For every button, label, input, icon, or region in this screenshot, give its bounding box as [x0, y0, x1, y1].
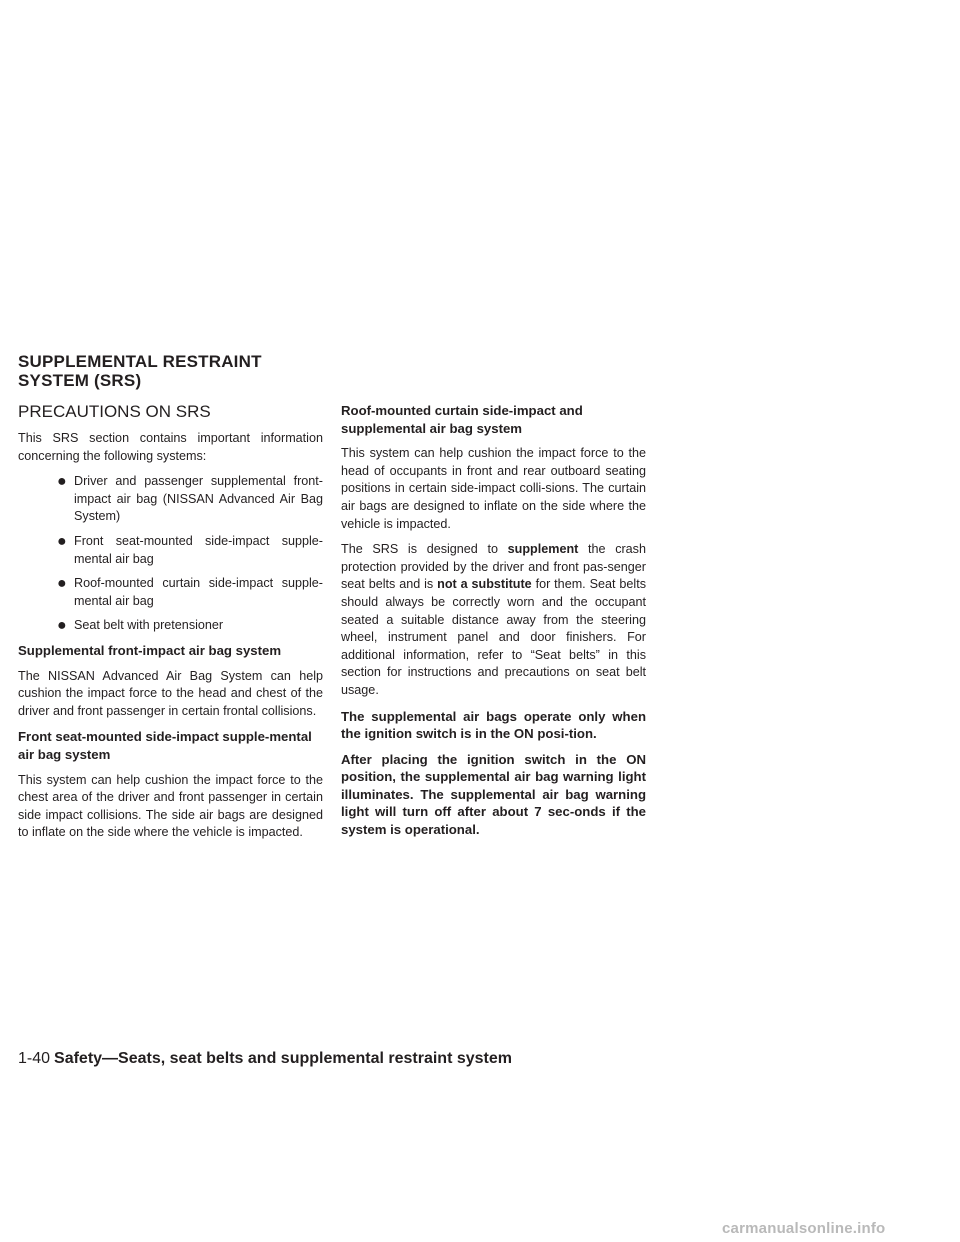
- curtain-heading: Roof-mounted curtain side-impact and supplemental air bag system: [341, 403, 583, 436]
- systems-list: [18, 473, 323, 635]
- section-title-line-1: SUPPLEMENTAL RESTRAINT: [18, 352, 262, 371]
- watermark-logo: carmanualsonline.info: [722, 1220, 886, 1237]
- srs-text-1: The SRS is designed to: [341, 542, 508, 557]
- chapter-title: Safety—Seats, seat belts and supplemental restraint system: [54, 1050, 512, 1067]
- list-item: [18, 575, 323, 610]
- side-impact-heading: Front seat-mounted side-impact supple-mental air bag system: [18, 729, 312, 762]
- list-item: [18, 473, 323, 526]
- page-footer: [18, 1049, 512, 1069]
- list-item: [18, 617, 323, 635]
- section-title: [18, 352, 438, 390]
- srs-text-3: for them. Seat belts should always be correctly worn and the occupant seated a suitable distance away from the steering wheel, instrument panel and door finishers. For additional information, refer to “Seat belts” in this section for instructions and precautions on seat belt usage.: [341, 577, 646, 697]
- srs-text-2: the crash protection provided by the driver and front pas-senger seat belts and is: [341, 542, 646, 592]
- srs-bold-not-substitute: not a substitute: [437, 577, 532, 592]
- srs-paragraph: [341, 541, 646, 699]
- operate-paragraph: The supplemental air bags operate only when the ignition switch is in the ON posi-tion.: [341, 708, 646, 742]
- list-item-text: Roof-mounted curtain side-impact supple-mental air bag: [74, 576, 323, 608]
- curtain-paragraph: This system can help cushion the impact force to the head of occupants in front and rear outboard seating positions in certain side-impact colli-sions. The curtain air bags are designed to inflate on the side where the vehicle is impacted.: [341, 446, 646, 531]
- list-item-text: Driver and passenger supplemental front-impact air bag (NISSAN Advanced Air Bag System): [74, 474, 323, 524]
- left-column: [18, 402, 323, 850]
- section-title-line-2: SYSTEM (SRS): [18, 371, 142, 390]
- srs-bold-supplement: supplement: [507, 542, 579, 557]
- list-item: [18, 533, 323, 568]
- bullet-icon: ●: [57, 473, 67, 491]
- warning-light-paragraph: After placing the ignition switch in the ON position, the supplemental air bag warning light illuminates. The supplemental air bag warning light will turn off after about 7 sec-onds if the system is operational.: [341, 751, 646, 838]
- precautions-heading: PRECAUTIONS ON SRS: [18, 402, 211, 421]
- front-impact-heading: Supplemental front-impact air bag system: [18, 642, 282, 658]
- list-item-text: Front seat-mounted side-impact supple-mental air bag: [74, 533, 323, 566]
- right-column: [341, 402, 646, 847]
- side-impact-paragraph: This system can help cushion the impact force to the chest area of the driver and front passenger in certain side impact collisions. The side air bags are designed to inflate on the side where the vehicle is impacted.: [18, 772, 323, 840]
- bullet-icon: ●: [57, 617, 67, 635]
- page-number: 1-40: [18, 1050, 51, 1067]
- intro-paragraph: This SRS section contains important information concerning the following systems:: [18, 431, 323, 463]
- front-impact-paragraph: The NISSAN Advanced Air Bag System can help cushion the impact force to the head and chest of the driver and front passenger in certain frontal collisions.: [18, 668, 323, 718]
- bullet-icon: ●: [57, 575, 67, 593]
- bullet-icon: ●: [57, 532, 67, 550]
- list-item-text: Seat belt with pretensioner: [74, 618, 224, 633]
